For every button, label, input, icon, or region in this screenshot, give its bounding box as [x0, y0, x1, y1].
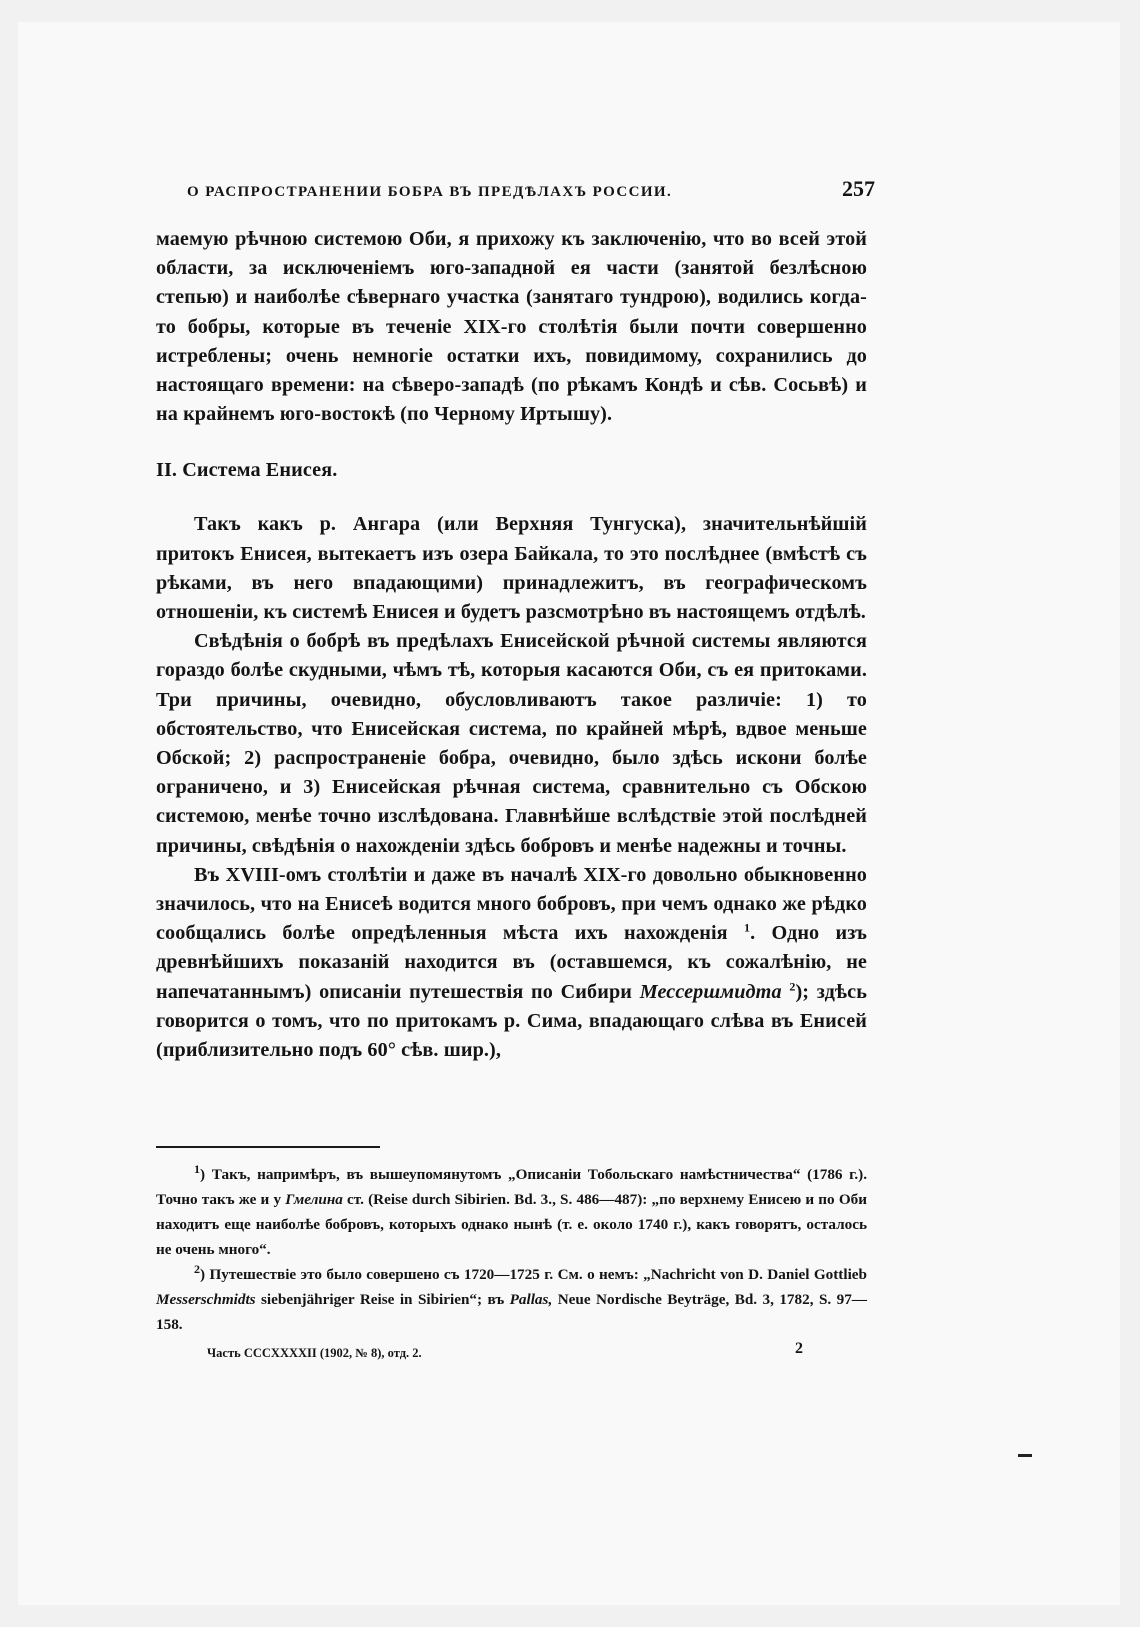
footnote-ref-2[interactable]: 2 [789, 978, 796, 993]
footnote-2-part-b: siebenjähriger Reise in Sibirien“; въ [255, 1291, 510, 1308]
printer-signature: Часть CCCXXXXII (1902, № 8), отд. 2. [207, 1346, 422, 1360]
footnote-2 [156, 1262, 867, 1337]
paragraph-1: маемую рѣчною системою Оби, я прихожу къ заключенію, что во всей этой области, за исключеніемъ юго-западной ея части (занятой безлѣсною степью) и наиболѣе сѣвернаго участка (занятаго тундрою), водились когда-то бобры, которые въ теченіе XIX-го столѣтія были почти совершенно истреблены; очень немногіе остатки ихъ, повидимому, сохранились до настоящаго времени: на сѣверо-западѣ (по рѣкамъ Кондѣ и сѣв. Сосьвѣ) и на крайнемъ юго-востокѣ (по Черному Иртышу). [156, 228, 867, 426]
paragraph-4 [156, 861, 867, 1065]
footnote-2-part-a: ) Путешествіе это было совершено съ 1720—1725 г. См. о немъ: „Nachricht von D. Daniel Gottlieb [200, 1266, 867, 1283]
paragraph-3: Свѣдѣнія о бобрѣ въ предѣлахъ Енисейской рѣчной системы являются гораздо болѣе скудными, чѣмъ тѣ, которыя касаются Оби, съ ея притоками. Три причины, очевидно, обусловливаютъ такое различіе: 1) то обстоятельство, что Енисейская система, по крайней мѣрѣ, вдвое меньше Обской; 2) распространеніе бобра, очевидно, было здѣсь искони болѣе ограничено, и 3) Енисейская рѣчная система, сравнительно съ Обскою системою, менѣе точно изслѣдована. Главнѣйше вслѣдствіе этой послѣдней причины, свѣдѣнія о нахожденіи здѣсь бобровъ и менѣе надежны и точны. [156, 630, 867, 857]
page-footer [207, 1340, 807, 1370]
scan-mark [1018, 1454, 1032, 1457]
footnotes [156, 1162, 867, 1337]
footnote-1 [156, 1162, 867, 1262]
footnote-1-author: Гмелина [285, 1191, 343, 1208]
footnote-2-marker: 2 [194, 1261, 200, 1276]
author-name-messerschmidt: Мессершмидта [639, 980, 782, 1003]
sheet-number: 2 [795, 1340, 803, 1357]
footnote-divider [156, 1146, 380, 1148]
paragraph-4-part-c: ); здѣсь говорится о томъ, что по притокамъ р. Сима, впадающаго слѣва въ Енисей (приблизительно подъ 60° сѣв. шир.), [156, 980, 867, 1062]
paragraph-4-part-b: . Одно изъ древнѣйшихъ показаній находится въ (оставшемся, къ сожалѣнію, не напечатаннымъ) описаніи путешествія по Сибири [156, 922, 867, 1003]
footnote-1-marker: 1 [194, 1161, 200, 1176]
main-text [156, 225, 867, 1065]
footnote-2-author: Messerschmidts [156, 1291, 256, 1308]
page-number: 257 [842, 176, 875, 201]
paragraph-4-part-a: Въ XVIII-омъ столѣтіи и даже въ началѣ XIX-го довольно обыкновенно значилось, что на Енисеѣ водится много бобровъ, при чемъ однако же рѣдко сообщались болѣе опредѣленныя мѣста ихъ нахожденія [156, 863, 867, 945]
footnote-2-author-2: Pallas, [509, 1291, 553, 1308]
section-heading: II. Система Енисея. [156, 459, 338, 482]
footnote-ref-1[interactable]: 1 [743, 920, 751, 935]
page-header [175, 176, 877, 216]
paragraph-2: Такъ какъ р. Ангара (или Верхняя Тунгуска), значительнѣйшій притокъ Енисея, вытекаетъ изъ озера Байкала, то это послѣднее (вмѣстѣ съ рѣками, въ него впадающими) принадлежитъ, въ географическомъ отношеніи, къ системѣ Енисея и будетъ разсмотрѣно въ настоящемъ отдѣлѣ. [156, 513, 867, 624]
footnote-2-part-c: Neue Nordische Beyträge, Bd. 3, 1782, S. 97—158. [156, 1291, 867, 1333]
footnote-1-part-b: ст. (Reise durch Sibirien. Bd. 3., S. 486—487): „по верхнему Енисею и по Оби находитъ еще наиболѣе бобровъ, которыхъ однако нынѣ (т. е. около 1740 г.), какъ говорятъ, осталось не очень много“. [156, 1191, 867, 1258]
footnote-1-part-a: ) Такъ, напримѣръ, въ вышеупомянутомъ „Описаніи Тобольскаго намѣстничества“ (1786 г.). Точно такъ же и у [156, 1166, 867, 1208]
running-title: О РАСПРОСТРАНЕНИИ БОБРА ВЪ ПРЕДѢЛАХЪ РОССИИ. [187, 184, 673, 200]
